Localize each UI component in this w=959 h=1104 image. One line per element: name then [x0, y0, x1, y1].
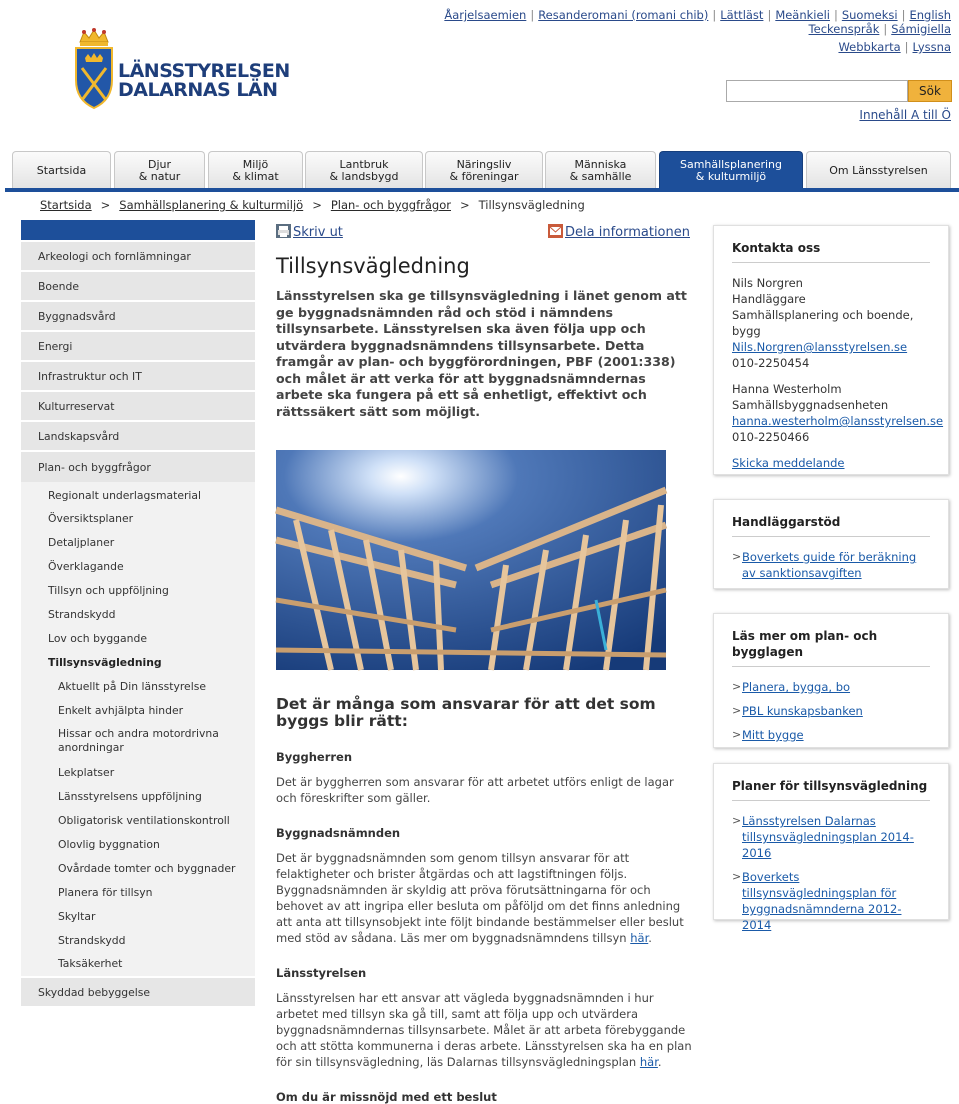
construction-frame-image	[276, 450, 666, 670]
logo-line1: LÄNSSTYRELSEN	[118, 60, 290, 82]
share-link[interactable]	[548, 224, 690, 240]
las-mer-title: Läs mer om plan- och bygglagen	[732, 614, 930, 667]
contact-title: Kontakta oss	[732, 226, 930, 263]
sidebar-item-aktuellt[interactable]: Aktuellt på Din länsstyrelse	[21, 674, 255, 698]
sidebar-header	[21, 220, 255, 240]
sidebar-nav	[21, 220, 255, 1008]
contact-person-1-dept: Samhällsplanering och boende, bygg	[732, 308, 914, 338]
tab-om-lansstyrelsen[interactable]: Om Länsstyrelsen	[806, 151, 951, 189]
handlaggarstod-title: Handläggarstöd	[732, 500, 930, 537]
link-webbkarta[interactable]: Webbkarta	[838, 40, 901, 54]
las-mer-item	[732, 679, 930, 695]
planer-box	[713, 763, 949, 932]
language-links	[411, 8, 951, 54]
sidebar-item-hissar[interactable]: Hissar och andra motordrivna anordningar	[21, 722, 255, 760]
tab-samhallsplanering[interactable]: Samhällsplanering & kulturmiljö	[659, 151, 803, 189]
page-title: Tillsynsvägledning	[276, 254, 470, 278]
sidebar-item-byggnadsvard[interactable]: Byggnadsvård	[21, 302, 255, 332]
subheading-byggnadsnamnden: Byggnadsnämnden	[276, 826, 401, 840]
sidebar-item-tillsynsvagledning[interactable]: Tillsynsvägledning	[21, 650, 255, 674]
breadcrumb-plan-bygg[interactable]: Plan- och byggfrågor	[330, 198, 451, 212]
main-nav	[12, 151, 952, 189]
link-boverkets-guide[interactable]: Boverkets guide för beräkning av sanktionsavgiften	[742, 550, 917, 580]
language-links-row1: Åarjelsaemien | Resanderomani (romani chib) | Lättläst | Meänkieli | Suomeksi | English	[444, 8, 951, 22]
tab-startsida[interactable]: Startsida	[12, 151, 111, 189]
content-tools	[276, 224, 692, 242]
link-plan-har[interactable]: här	[639, 1055, 658, 1069]
sidebar-item-plan-bygg[interactable]: Plan- och byggfrågor	[21, 452, 255, 482]
sidebar-item-skyddad-bebyggelse[interactable]: Skyddad bebyggelse	[21, 978, 255, 1008]
sidebar-item-boende[interactable]: Boende	[21, 272, 255, 302]
link-samigiella[interactable]: Sámigiella	[891, 22, 951, 36]
sidebar-item-taksakerhet[interactable]: Taksäkerhet	[21, 952, 255, 976]
main-content	[276, 224, 692, 1104]
las-mer-item	[732, 727, 930, 743]
link-english[interactable]: English	[909, 8, 951, 22]
contact-person-1-name: Nils Norgren	[732, 276, 803, 290]
link-lattlast[interactable]: Lättläst	[720, 8, 764, 22]
sidebar-item-lov-byggande[interactable]: Lov och byggande	[21, 626, 255, 650]
print-link[interactable]	[276, 224, 343, 240]
planer-title: Planer för tillsynsvägledning	[732, 764, 930, 801]
section-heading: Det är många som ansvarar för att det som byggs blir rätt:	[276, 695, 656, 730]
las-mer-box	[713, 613, 949, 748]
breadcrumb: Startsida > Samhällsplanering & kulturmiljö > Plan- och byggfrågor > Tillsynsvägledning	[40, 198, 585, 212]
coat-of-arms-icon	[72, 28, 116, 110]
text-byggnadsnamnden-wrap: Det är byggnadsnämnden som genom tillsyn ansvarar för att felaktigheter och brister åtgärdas och att lagstiftningen följs. Byggnadsnämnden är skyldig att pröva förutsättningarna för och behovet av att ingripa eller besluta om påföljd om det finns anledning att anta att tillsynsobjekt inte följt bindande bestämmelser eller beslut med stöd av sådana. Läs mer om byggnadsnämndens tillsyn här.	[276, 851, 684, 945]
language-links-row3: Webbkarta | Lyssna	[838, 40, 951, 54]
link-planera-bygga-bo[interactable]: Planera, bygga, bo	[742, 680, 851, 694]
share-icon	[548, 224, 563, 238]
share-label: Dela informationen	[565, 225, 690, 240]
link-boverkets-plan[interactable]: Boverkets tillsynsvägledningsplan för byggnadsnämnderna 2012-2014	[742, 870, 902, 932]
sidebar-item-planera-tillsyn[interactable]: Planera för tillsyn	[21, 880, 255, 904]
sidebar-item-detaljplaner[interactable]: Detaljplaner	[21, 530, 255, 554]
link-byggnadsnamnden-har[interactable]: här	[630, 931, 649, 945]
planer-item	[732, 869, 930, 933]
text-lansstyrelsen: Länsstyrelsen har ett ansvar att vägleda byggnadsnämnden i hur arbetet med tillsyn ska gå till, samt att följa upp och utvärdera byggnadsnämndernas tillsynsarbete. Målet är att arbeta förebyggande och att stötta kommunerna i deras arbete. Länsstyrelsen ska ha en plan för sin tillsynsvägledning, läs Dalarnas tillsynsvägledningsplan	[276, 991, 692, 1069]
sidebar-item-infrastruktur[interactable]: Infrastruktur och IT	[21, 362, 255, 392]
sidebar-item-lekplatser[interactable]: Lekplatser	[21, 760, 255, 784]
logo-text	[118, 62, 290, 100]
handlaggarstod-item	[732, 549, 930, 581]
link-mitt-bygge[interactable]: Mitt bygge	[742, 728, 804, 742]
search-input[interactable]	[726, 80, 908, 102]
send-message-link[interactable]: Skicka meddelande	[732, 456, 845, 470]
las-mer-item	[732, 703, 930, 719]
contact-person-2-dept: Samhällsbyggnadsenheten	[732, 398, 889, 412]
planer-item	[732, 813, 930, 861]
tab-lantbruk[interactable]: Lantbruk & landsbygd	[305, 151, 423, 189]
lead-paragraph: Länsstyrelsen ska ge tillsynsvägledning i länet genom att ge byggnadsnämnden råd och stöd i nämndens tillsynsarbete. Länsstyrelsen ska även följa upp och utvärdera byggnadsnämndens tillsynsarbete. Detta framgår av plan- och byggförordningen, PBF (2001:338) och målet är att verka för att byggnadsnämndernas arbete ska fungera på ett så enhetligt, effektivt och rättssäkert sätt som möjligt.	[276, 288, 687, 419]
contact-person-1-phone: 010-2250454	[732, 356, 810, 370]
contact-person-2-phone: 010-2250466	[732, 430, 810, 444]
print-icon	[276, 224, 291, 238]
sidebar-item-energi[interactable]: Energi	[21, 332, 255, 362]
tab-naringsliv[interactable]: Näringsliv & föreningar	[425, 151, 543, 189]
subheading-byggherren: Byggherren	[276, 750, 353, 764]
link-dalarnas-plan[interactable]: Länsstyrelsen Dalarnas tillsynsvägledningsplan 2014-2016	[742, 814, 914, 860]
sidebar-item-olovlig-byggnation[interactable]: Olovlig byggnation	[21, 832, 255, 856]
tab-miljo-klimat[interactable]: Miljö & klimat	[208, 151, 303, 189]
az-index-link[interactable]: Innehåll A till Ö	[859, 108, 951, 122]
link-aarjelsaemien[interactable]: Åarjelsaemien	[444, 8, 527, 22]
breadcrumb-startsida[interactable]: Startsida	[40, 198, 92, 212]
subheading-lansstyrelsen: Länsstyrelsen	[276, 966, 367, 980]
breadcrumb-samhallsplanering[interactable]: Samhällsplanering & kulturmiljö	[119, 198, 304, 212]
text-byggherren: Det är byggherren som ansvarar för att arbetet utförs enligt de lagar och föreskrifter som gäller.	[276, 775, 674, 805]
text-lansstyrelsen-wrap: Länsstyrelsen har ett ansvar att vägleda byggnadsnämnden i hur arbetet med tillsyn ska gå till, samt att följa upp och utvärdera byggnadsnämndernas tillsynsarbete. Målet är att arbeta förebyggande och att stötta kommunerna i deras arbete. Länsstyrelsen ska ha en plan för sin tillsynsvägledning, läs Dalarnas tillsynsvägledningsplan här.	[276, 991, 692, 1069]
link-pbl-kunskapsbanken[interactable]: PBL kunskapsbanken	[742, 704, 863, 718]
sidebar-item-strandskydd[interactable]: Strandskydd	[21, 602, 255, 626]
sidebar-item-regionalt[interactable]: Regionalt underlagsmaterial	[21, 482, 255, 506]
sidebar-item-arkeologi[interactable]: Arkeologi och fornlämningar	[21, 242, 255, 272]
text-byggnadsnamnden: Det är byggnadsnämnden som genom tillsyn ansvarar för att felaktigheter och brister åtgärdas och att lagstiftningen följs. Byggnadsnämnden är skyldig att pröva förutsättningarna för och behovet av att ingripa eller besluta om påföljd om det finns anledning att anta att tillsynsobjekt inte följt bindande bestämmelser eller beslut med stöd av sådana. Läs mer om byggnadsnämndens tillsyn	[276, 851, 684, 945]
sidebar-item-skyltar[interactable]: Skyltar	[21, 904, 255, 928]
contact-person-2-name: Hanna Westerholm	[732, 382, 842, 396]
print-label: Skriv ut	[293, 225, 343, 240]
tab-manniska[interactable]: Människa & samhälle	[545, 151, 656, 189]
sidebar-item-lansstyrelsens-uppfoljning[interactable]: Länsstyrelsens uppföljning	[21, 784, 255, 808]
sidebar-item-landskapsvard[interactable]: Landskapsvård	[21, 422, 255, 452]
link-resanderomani[interactable]: Resanderomani (romani chib)	[538, 8, 709, 22]
subheading-missnojd: Om du är missnöjd med ett beslut	[276, 1090, 497, 1104]
nav-underline	[5, 188, 959, 192]
contact-person-2-email[interactable]: hanna.westerholm@lansstyrelsen.se	[732, 414, 944, 428]
language-links-row2: Teckenspråk | Sámigiella	[808, 22, 951, 36]
tab-djur-natur[interactable]: Djur & natur	[114, 151, 205, 189]
link-suomeksi[interactable]: Suomeksi	[841, 8, 898, 22]
sidebar-item-ventilationskontroll[interactable]: Obligatorisk ventilationskontroll	[21, 808, 255, 832]
sidebar-item-kulturreservat[interactable]: Kulturreservat	[21, 392, 255, 422]
link-lyssna[interactable]: Lyssna	[912, 40, 951, 54]
link-meankieli[interactable]: Meänkieli	[775, 8, 830, 22]
breadcrumb-current: Tillsynsvägledning	[478, 198, 585, 212]
handlaggarstod-box	[713, 499, 949, 589]
sidebar-item-overklagande[interactable]: Överklagande	[21, 554, 255, 578]
sidebar-item-oversiktsplaner[interactable]: Översiktsplaner	[21, 506, 255, 530]
link-teckensprak[interactable]: Teckenspråk	[808, 22, 880, 36]
sidebar-item-tillsyn-uppfoljning[interactable]: Tillsyn och uppföljning	[21, 578, 255, 602]
contact-person-1-role: Handläggare	[732, 292, 806, 306]
sidebar-item-enkelt-avhjalpta[interactable]: Enkelt avhjälpta hinder	[21, 698, 255, 722]
site-logo[interactable]	[72, 28, 290, 112]
sidebar-item-ovardade-tomter[interactable]: Ovårdade tomter och byggnader	[21, 856, 255, 880]
contact-person-1-email[interactable]: Nils.Norgren@lansstyrelsen.se	[732, 340, 908, 354]
contact-box	[713, 225, 949, 475]
logo-line2: DALARNAS LÄN	[118, 79, 278, 101]
search-button[interactable]: Sök	[908, 80, 952, 102]
sidebar-item-strandskydd-2[interactable]: Strandskydd	[21, 928, 255, 952]
